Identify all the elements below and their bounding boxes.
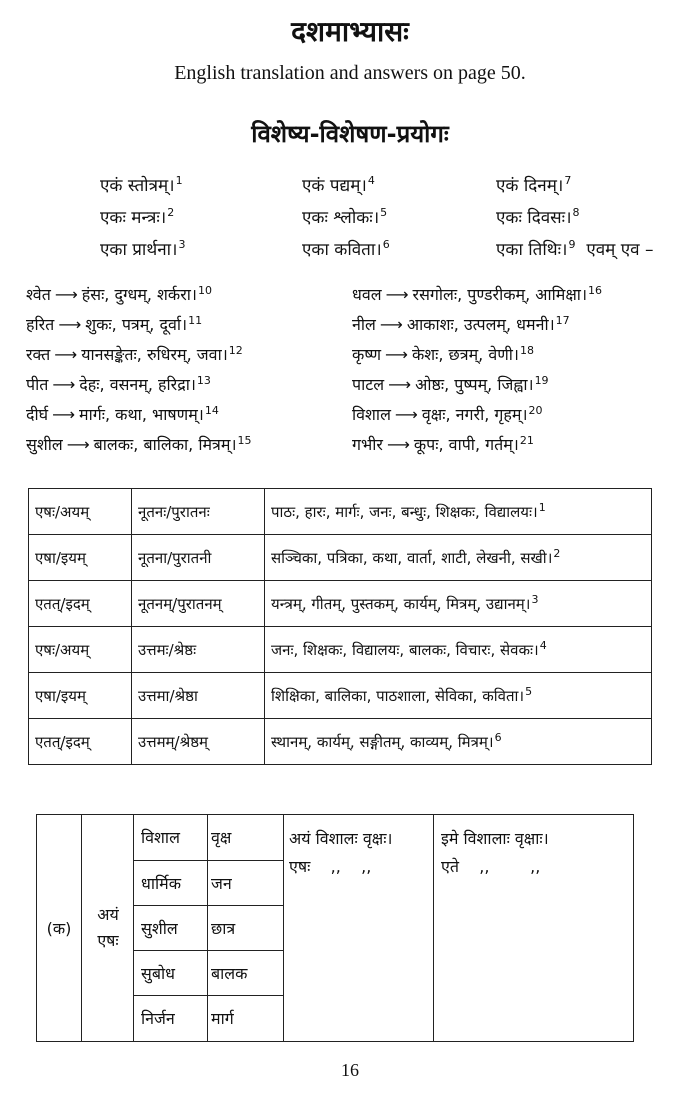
arrow-icon: ⟶ [379,315,403,334]
gender-example: एकं पद्यम्।$^4$ [302,174,375,196]
section-title: विशेष्य-विशेषण-प्रयोगः [251,120,449,148]
pronoun-cell: एतत्/इदम् [29,581,132,627]
table-row [29,535,652,581]
table-row [29,581,652,627]
pronoun-cell: एषः/अयम् [29,489,132,535]
table-row [29,489,652,535]
gender-example: एकः मन्त्रः।$^2$ [100,206,175,228]
adjective-word: सुशील [141,919,178,938]
adjective-row: दीर्घ ⟶ मार्गः, कथा, भाषणम्।$^{14}$ [26,403,219,424]
adjective-row: गभीर ⟶ कूपः, वापी, गर्तम्।$^{21}$ [352,433,534,454]
adjective-word: विशाल [141,828,180,847]
arrow-icon: ⟶ [66,435,90,454]
noun-word: मार्ग [211,1009,234,1028]
column-divider [207,815,208,1041]
column-divider [81,815,82,1041]
page-number: 16 [341,1060,359,1080]
gender-example: एका कविता।$^6$ [302,238,390,260]
adjective-cell: नूतना/पुरातनी [132,535,265,581]
nouns-cell: स्थानम्, कार्यम्, सङ्गीतम्, काव्यम्, मित्रम्।$^6$ [265,719,652,765]
nouns-cell: जनः, शिक्षकः, विद्यालयः, बालकः, विचारः, सेवकः।$^4$ [265,627,652,673]
plural-answer: इमे विशालाः वृक्षाः। एते ,, ,, [441,829,549,876]
page-title: दशमाभ्यासः [291,15,409,48]
nouns-cell: पाठः, हारः, मार्गः, जनः, बन्धुः, शिक्षकः, विद्यालयः।$^1$ [265,489,652,535]
table-row [29,627,652,673]
pronoun-cell: एषः/अयम् [29,627,132,673]
adjective-row: धवल ⟶ रसगोलः, पुण्डरीकम्, आमिक्षा।$^{16}$ [352,283,603,304]
adjective-word: धार्मिक [141,874,181,893]
word-pair-row [133,950,283,996]
gender-example: एकं स्तोत्रम्।$^1$ [100,174,183,196]
column-divider [283,815,284,1041]
word-pair-row [133,860,283,906]
column-divider [433,815,434,1041]
noun-word: छात्र [211,919,236,938]
arrow-icon: ⟶ [385,345,408,364]
arrow-icon: ⟶ [386,435,410,454]
adjective-list-left [26,280,252,460]
adjective-cell: उत्तमः/श्रेष्ठः [132,627,265,673]
arrow-icon: ⟶ [394,405,418,424]
nouns-cell: शिक्षिका, बालिका, पाठशाला, सेविका, कविता।$^5$ [265,673,652,719]
adjective-row: हरित ⟶ शुकः, पत्रम्, दूर्वा।$^{11}$ [26,313,203,334]
noun-word: वृक्ष [211,828,232,847]
word-pair-row [133,995,283,1041]
arrow-icon: ⟶ [54,285,78,304]
page-subtitle: English translation and answers on page 50. [174,62,526,84]
nouns-cell: यन्त्रम्, गीतम्, पुस्तकम्, कार्यम्, मित्रम्, उद्यानम्।$^3$ [265,581,652,627]
adjective-row: रक्त ⟶ यानसङ्केतः, रुधिरम्, जवा।$^{12}$ [26,343,243,364]
adjective-word: सुबोध [141,964,175,983]
singular-answer: अयं विशालः वृक्षः। एषः ,, ,, [289,829,393,876]
arrow-icon: ⟶ [388,375,412,394]
adjective-row: नील ⟶ आकाशः, उत्पलम्, धमनी।$^{17}$ [352,313,570,334]
table-row [29,673,652,719]
adjective-row: सुशील ⟶ बालकः, बालिका, मित्रम्।$^{15}$ [26,433,252,454]
noun-word: बालक [211,964,248,983]
word-pair-row [133,905,283,951]
adjective-row: पाटल ⟶ ओष्ठः, पुष्पम्, जिह्वा।$^{19}$ [352,373,549,394]
adjective-cell: उत्तमा/श्रेष्ठा [132,673,265,719]
word-pair-row [133,815,283,860]
adjective-row: पीत ⟶ देहः, वसनम्, हरिद्रा।$^{13}$ [26,373,211,394]
adjective-list-right [352,280,602,460]
pronoun-adjective-table [28,488,652,765]
adjective-cell: नूतनम्/पुरातनम् [132,581,265,627]
adjective-row: श्वेत ⟶ हंसः, दुग्धम्, शर्करा।$^{10}$ [26,283,212,304]
gender-example: एकः दिवसः।$^8$ [496,206,580,228]
gender-example: एकं दिनम्।$^7$ [496,174,572,196]
adjective-row: कृष्ण ⟶ केशः, छत्रम्, वेणी।$^{18}$ [352,343,534,364]
adjective-cell: नूतनः/पुरातनः [132,489,265,535]
exercise-label: (क) [46,919,72,938]
arrow-icon: ⟶ [52,405,76,424]
pronoun-cell: एतत्/इदम् [29,719,132,765]
exercise-pronouns: अयं एषः [97,905,119,950]
pronoun-cell: एषा/इयम् [29,535,132,581]
gender-example: एका तिथिः।$^9$ एवम् एव – [496,238,654,260]
arrow-icon: ⟶ [52,375,76,394]
arrow-icon: ⟶ [385,285,409,304]
pronoun-cell: एषा/इयम् [29,673,132,719]
arrow-icon: ⟶ [54,345,78,364]
gender-example: एका प्रार्थना।$^3$ [100,238,186,260]
table-row [29,719,652,765]
arrow-icon: ⟶ [58,315,82,334]
adjective-row: विशाल ⟶ वृक्षः, नगरी, गृहम्।$^{20}$ [352,403,543,424]
gender-grid-tail: एवम् एव – [586,240,654,260]
exercise-box [36,814,634,1042]
noun-word: जन [211,874,232,893]
adjective-word: निर्जन [141,1009,175,1028]
nouns-cell: सञ्चिका, पत्रिका, कथा, वार्ता, शाटी, लेखनी, सखी।$^2$ [265,535,652,581]
gender-example: एकः श्लोकः।$^5$ [302,206,388,228]
adjective-cell: उत्तमम्/श्रेष्ठम् [132,719,265,765]
